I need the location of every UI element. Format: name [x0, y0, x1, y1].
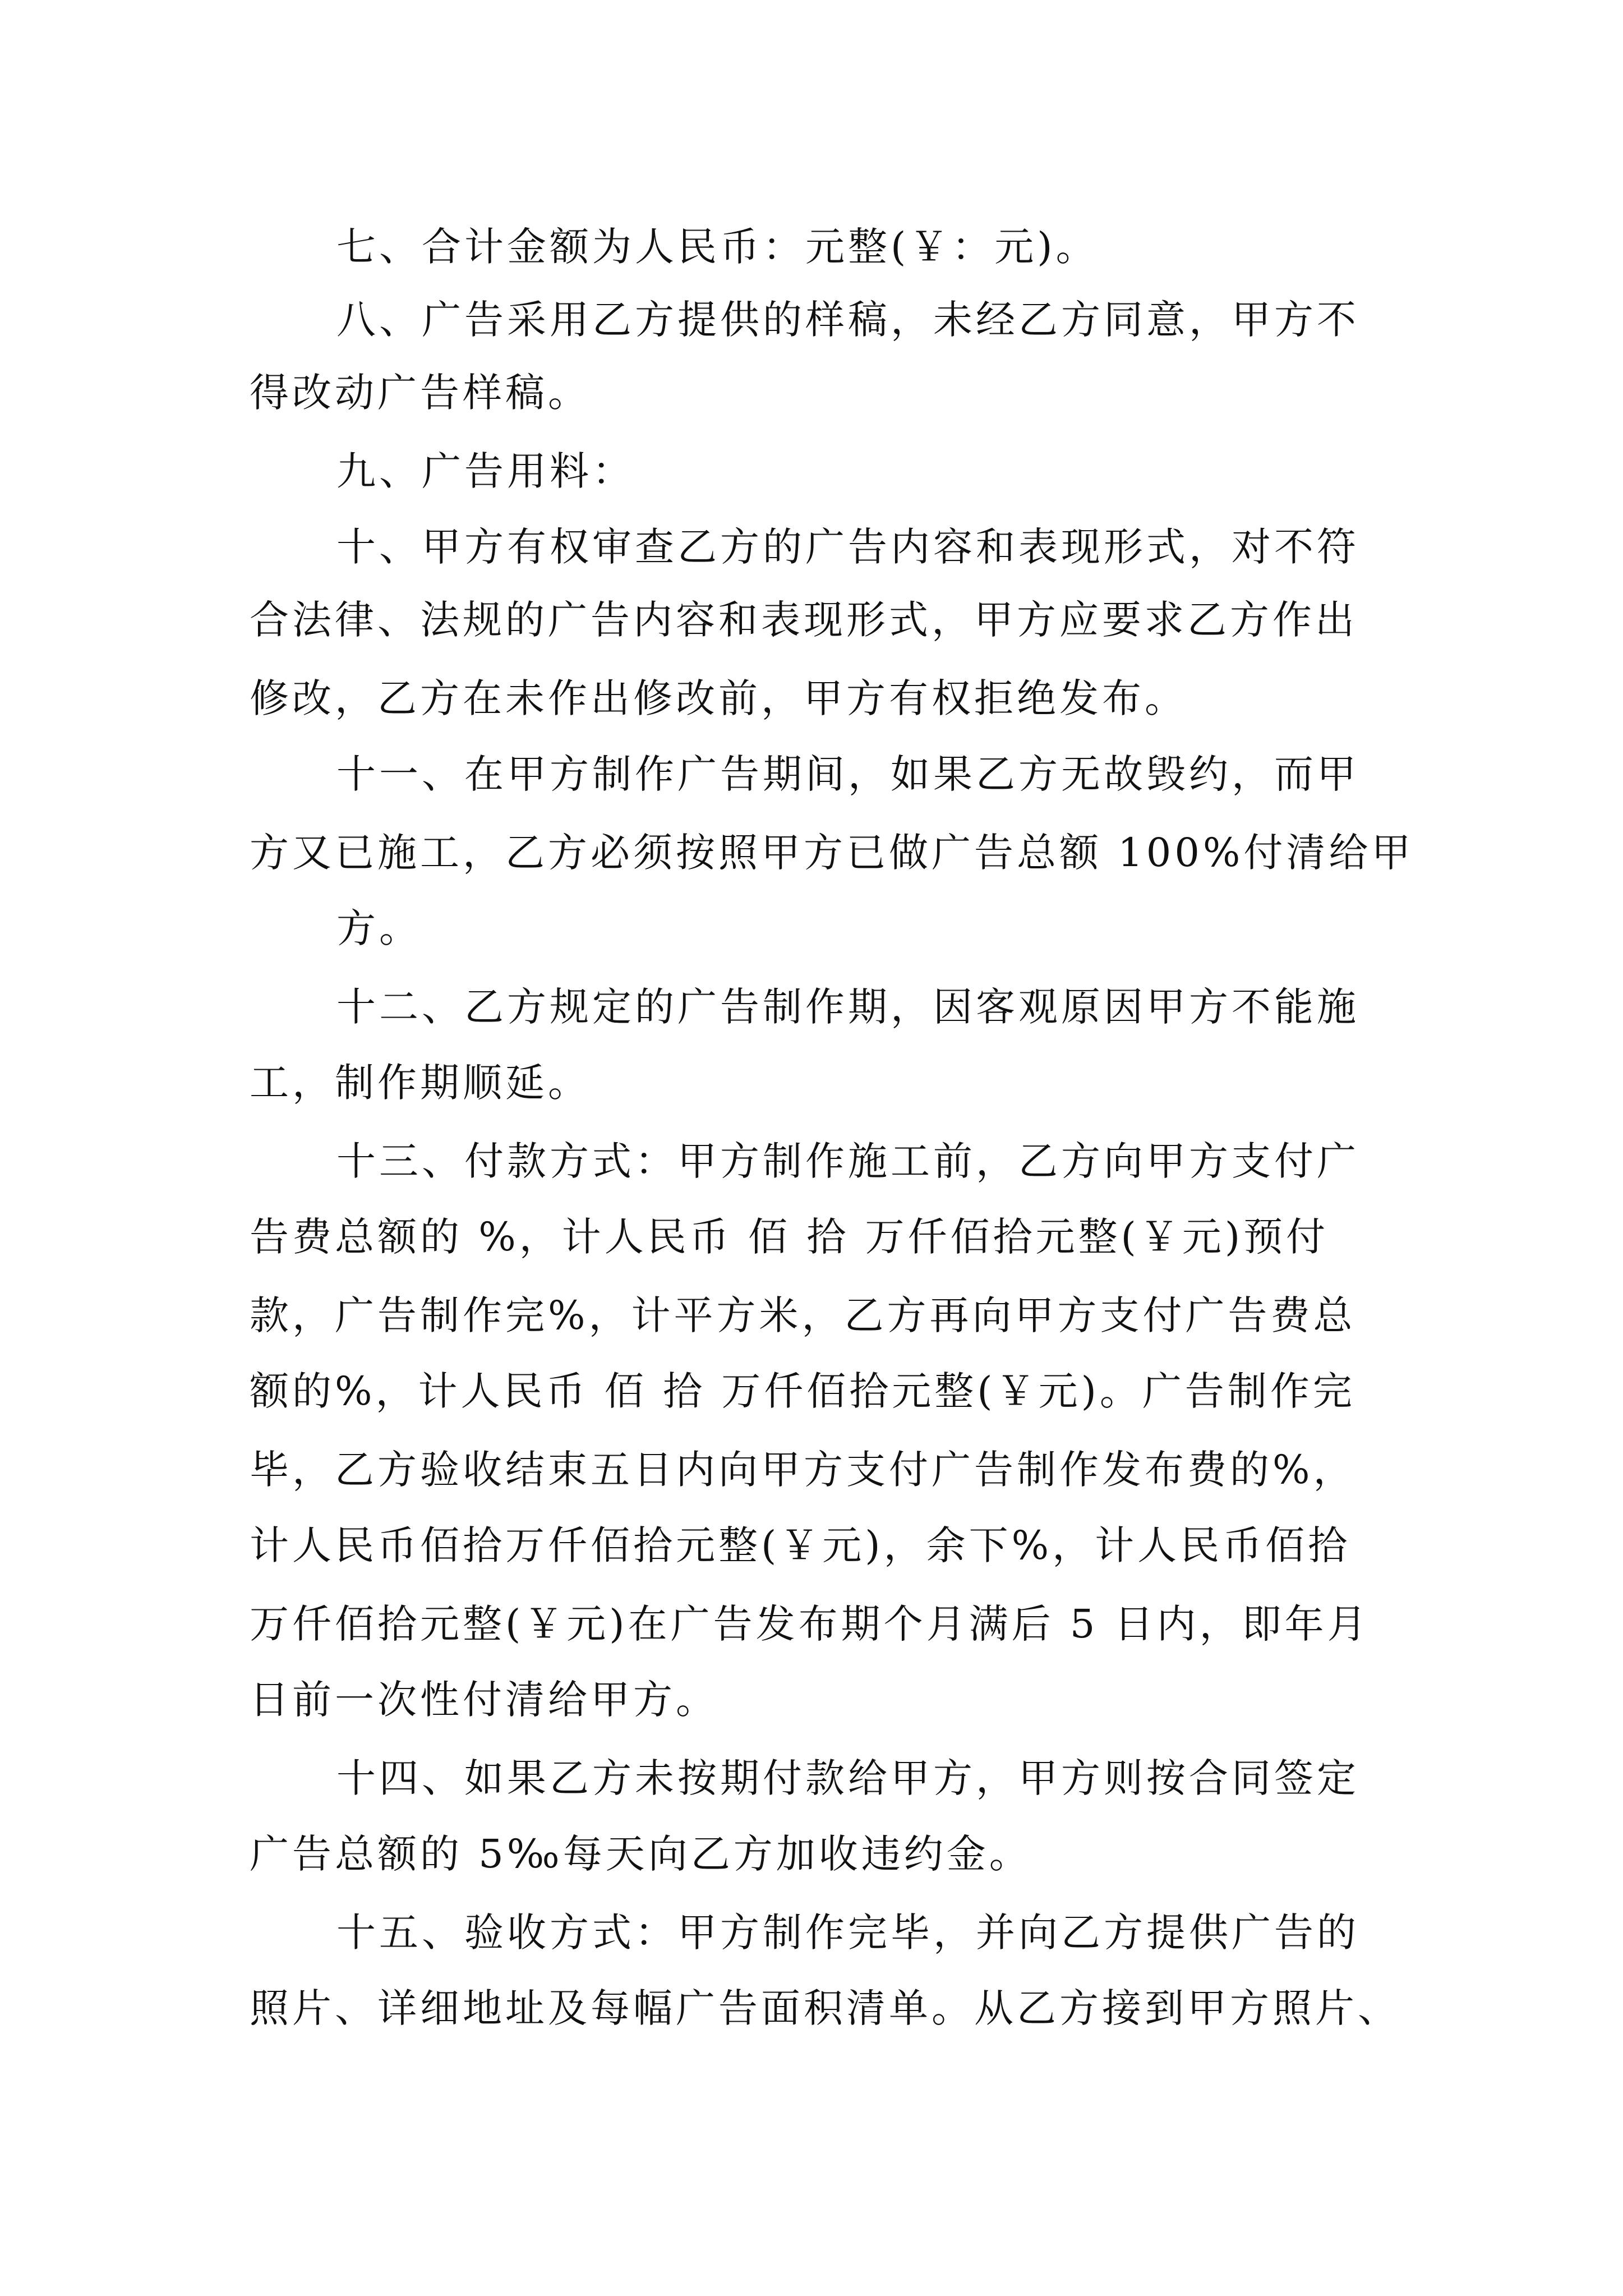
clause-11-line-3: 方。	[336, 905, 422, 951]
clause-14-line-2: 广告总额的 5‰每天向乙方加收违约金。	[250, 1831, 1032, 1877]
clause-12-line-2: 工，制作期顺延。	[250, 1060, 591, 1106]
clause-15-line-1: 十五、验收方式：甲方制作完毕，并向乙方提供广告的	[336, 1910, 1359, 1955]
clause-10-line-2: 合法律、法规的广告内容和表现形式，甲方应要求乙方作出	[250, 597, 1358, 643]
clause-10-line-1: 十、甲方有权审查乙方的广告内容和表现形式，对不符	[336, 524, 1359, 570]
clause-11-line-1: 十一、在甲方制作广告期间，如果乙方无故毁约，而甲	[336, 751, 1359, 797]
clause-10-line-3: 修改，乙方在未作出修改前，甲方有权拒绝发布。	[250, 675, 1187, 721]
clause-11-line-2: 方又已施工，乙方必须按照甲方已做广告总额 100%付清给甲	[250, 830, 1414, 876]
clause-13-line-6: 计人民币佰拾万仟佰拾元整(￥元)，余下%，计人民币佰拾	[250, 1522, 1351, 1568]
clause-7-line-1: 七、合计金额为人民币：元整(￥：元)。	[336, 224, 1099, 270]
clause-8-line-2: 得改动广告样稿。	[250, 370, 591, 416]
clause-15-line-2: 照片、详细地址及每幅广告面积清单。从乙方接到甲方照片、	[250, 1985, 1400, 2031]
clause-12-line-1: 十二、乙方规定的广告制作期，因客观原因甲方不能施	[336, 984, 1359, 1030]
clause-13-line-7: 万仟佰拾元整(￥元)在广告发布期个月满后 5 日内，即年月	[250, 1601, 1370, 1647]
clause-13-line-8: 日前一次性付清给甲方。	[250, 1677, 718, 1723]
clause-8-line-1: 八、广告采用乙方提供的样稿，未经乙方同意，甲方不	[336, 297, 1359, 343]
clause-13-line-2: 告费总额的 %，计人民币 佰 拾 万仟佰拾元整(￥元)预付	[250, 1214, 1329, 1260]
clause-9-line-1: 九、广告用料：	[336, 448, 635, 494]
clause-13-line-1: 十三、付款方式：甲方制作施工前，乙方向甲方支付广	[336, 1138, 1359, 1184]
clause-13-line-3: 款，广告制作完%，计平方米，乙方再向甲方支付广告费总	[250, 1292, 1356, 1338]
clause-14-line-1: 十四、如果乙方未按期付款给甲方，甲方则按合同签定	[336, 1755, 1359, 1801]
clause-13-line-5: 毕，乙方验收结束五日内向甲方支付广告制作发布费的%，	[250, 1447, 1356, 1493]
clause-13-line-4: 额的%，计人民币 佰 拾 万仟佰拾元整(￥元)。广告制作完	[250, 1368, 1355, 1414]
